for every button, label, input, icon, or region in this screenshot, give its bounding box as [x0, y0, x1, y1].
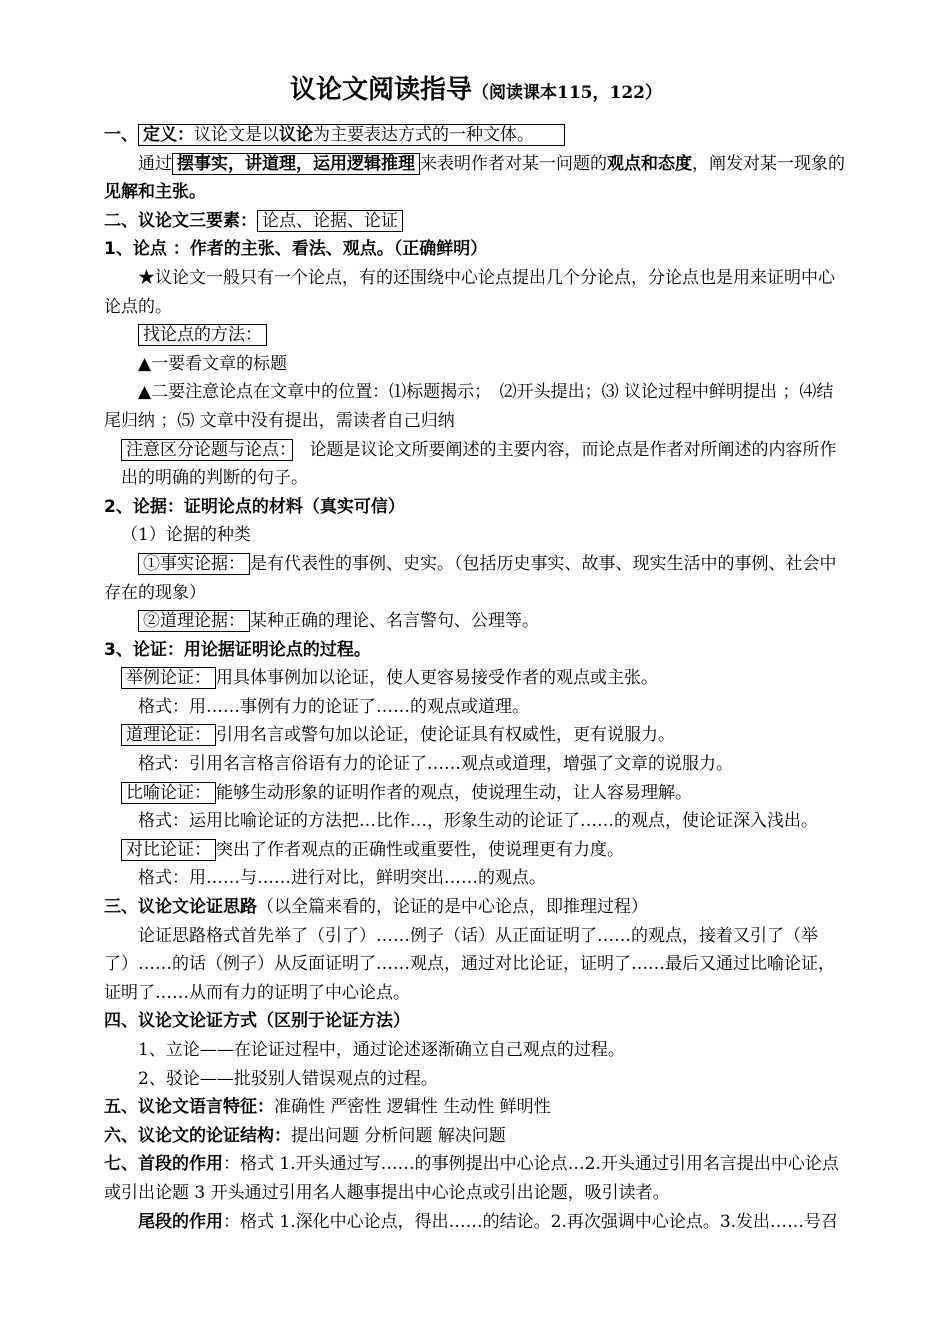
definition-text-b: 议论 — [279, 125, 313, 145]
reason-argument-format: 格式：引用名言格言俗语有力的论证了……观点或道理，增强了文章的说服力。 — [138, 754, 733, 775]
section-5-title: 五、议论文语言特征： — [104, 1097, 274, 1118]
contrast-argument — [104, 836, 848, 865]
three-elements-box: 论点、论据、论证 — [257, 210, 403, 232]
section-6-text: 提出问题 分析问题 解决问题 — [291, 1125, 506, 1146]
section-7-text: ：格式 1.开头通过写……的事例提出中心论点…2.开头通过引用名言提出中心论点或引出论题 3 开头通过引用名人趣事提出中心论点或引出论题，吸引读者。 — [104, 1154, 839, 1203]
argument-heading: 3、论证：用论据证明论点的过程。 — [104, 639, 371, 660]
contrast-argument-box: 对比论证： — [121, 839, 216, 861]
section-4-item-1: 1、立论——在论证过程中，通过论述逐渐确立自己观点的过程。 — [138, 1040, 625, 1060]
section-5-text: 准确性 严密性 逻辑性 生动性 鲜明性 — [274, 1097, 551, 1118]
reason-evidence — [104, 607, 848, 636]
fact-evidence — [104, 550, 848, 607]
def-para-f: 见解和主张。 — [104, 182, 206, 203]
thesis-method-line — [104, 321, 848, 350]
fact-evidence-box: ①事实论据： — [138, 553, 250, 575]
title-main: 议论文阅读指导 — [290, 75, 473, 105]
thesis-heading: 1、论点 ：作者的主张、看法、观点。（正确鲜明） — [104, 239, 488, 260]
topic-note-text: 论题是议论文所要阐述的主要内容，而论点是作者对所阐述的内容所作出的明确的判断的句子。 — [121, 439, 837, 489]
section-3-heading — [104, 893, 848, 922]
def-para-c: 来表明作者对某一问题的 — [420, 153, 607, 174]
evidence-kinds: （1）论据的种类 — [121, 525, 251, 546]
contrast-argument-text: 突出了作者观点的正确性或重要性，使说理更有力度。 — [216, 839, 624, 860]
definition-text-a: 议论文是以 — [194, 125, 279, 145]
section-7-title: 七、首段的作用 — [104, 1154, 223, 1175]
thesis-method-box: 找论点的方法： — [138, 324, 267, 346]
contrast-argument-format: 格式：用……与……进行对比，鲜明突出……的观点。 — [138, 868, 546, 889]
definition-box — [138, 124, 565, 146]
def-para-a: 通过 — [138, 153, 172, 174]
section-7-end — [104, 1208, 848, 1237]
definition-paragraph — [104, 150, 848, 207]
document-page — [104, 68, 848, 1236]
def-para-b: 摆事实，讲道理，运用逻辑推理 — [172, 153, 420, 175]
title-subtitle: （阅读课本115，122） — [472, 83, 662, 103]
thesis-method-2: ▲二要注意论点在文章中的位置：⑴标题揭示； ⑵开头提出；⑶ 议论过程中鲜明提出 ；⑷结尾归纳 ；⑸ 文章中没有提出，需读者自己归纳 — [104, 382, 834, 431]
reason-evidence-text: 某种正确的理论、名言警句、公理等。 — [250, 611, 539, 632]
def-para-d: 观点和态度 — [607, 153, 692, 174]
reason-argument — [104, 721, 848, 750]
metaphor-argument-text: 能够生动形象的证明作者的观点，使说理生动，让人容易理解。 — [216, 782, 692, 803]
section-5 — [104, 1093, 848, 1122]
example-argument-box: 举例论证： — [121, 667, 216, 689]
section-3-title: 三、议论文论证思路 — [104, 897, 257, 918]
reason-argument-text: 引用名言或警句加以论证，使论证具有权威性，更有说服力。 — [216, 725, 675, 746]
section-3-note: （以全篇来看的，论证的是中心论点，即推理过程） — [257, 897, 648, 918]
section-3-text: 论证思路格式首先举了（引了）……例子（话）从正面证明了……的观点，接着又引了（举了）……的话（例子）从反面证明了……观点，通过对比论证，证明了……最后又通过比喻论证，证明了……从而有力的证明了中心论点。 — [104, 925, 835, 1003]
section-4-heading: 四、议论文论证方式（区别于论证方法） — [104, 1011, 410, 1032]
section-7 — [104, 1150, 848, 1207]
fact-evidence-text: 是有代表性的事例、史实。（包括历史事实、故事、现实生活中的事例、社会中存在的现象） — [104, 553, 837, 603]
topic-vs-thesis — [104, 436, 848, 493]
reason-evidence-box: ②道理论据： — [138, 610, 250, 632]
section-1-number: 一、 — [104, 125, 138, 145]
section-2-heading — [104, 207, 848, 236]
section-6 — [104, 1122, 848, 1151]
evidence-heading: 2、论据：证明论点的材料（真实可信） — [104, 496, 405, 517]
def-para-e: ，阐发对某一现象的 — [692, 153, 845, 174]
thesis-star-note: ★议论文一般只有一个论点，有的还围绕中心论点提出几个分论点，分论点也是用来证明中心论点的。 — [104, 267, 835, 317]
topic-note-box: 注意区分论题与论点： — [121, 439, 293, 461]
section-7-end-text: ：格式 1.深化中心论点，得出……的结论。2.再次强调中心论点。3.发出……号召 — [223, 1211, 839, 1232]
section-6-title: 六、议论文的论证结构： — [104, 1125, 291, 1146]
section-4-item-2: 2、驳论——批驳别人错误观点的过程。 — [138, 1068, 438, 1089]
section-7-end-title: 尾段的作用 — [138, 1211, 223, 1232]
metaphor-argument — [104, 779, 848, 808]
document-title — [104, 68, 848, 115]
definition-text-c: 为主要表达方式的一种文体。 — [313, 125, 526, 145]
section-2-title: 二、议论文三要素： — [104, 210, 257, 231]
metaphor-argument-format: 格式：运用比喻论证的方法把…比作…，形象生动的论证了……的观点，使论证深入浅出。 — [138, 811, 818, 832]
example-argument-text: 用具体事例加以论证，使人更容易接受作者的观点或主张。 — [216, 668, 658, 689]
metaphor-argument-box: 比喻论证： — [121, 782, 216, 804]
example-argument — [104, 664, 848, 693]
example-argument-format: 格式：用……事例有力的论证了……的观点或道理。 — [138, 696, 529, 717]
definition-line — [104, 121, 848, 150]
thesis-method-1: ▲一要看文章的标题 — [138, 353, 288, 374]
definition-label: 定义： — [143, 125, 194, 145]
reason-argument-box: 道理论证： — [121, 724, 216, 746]
